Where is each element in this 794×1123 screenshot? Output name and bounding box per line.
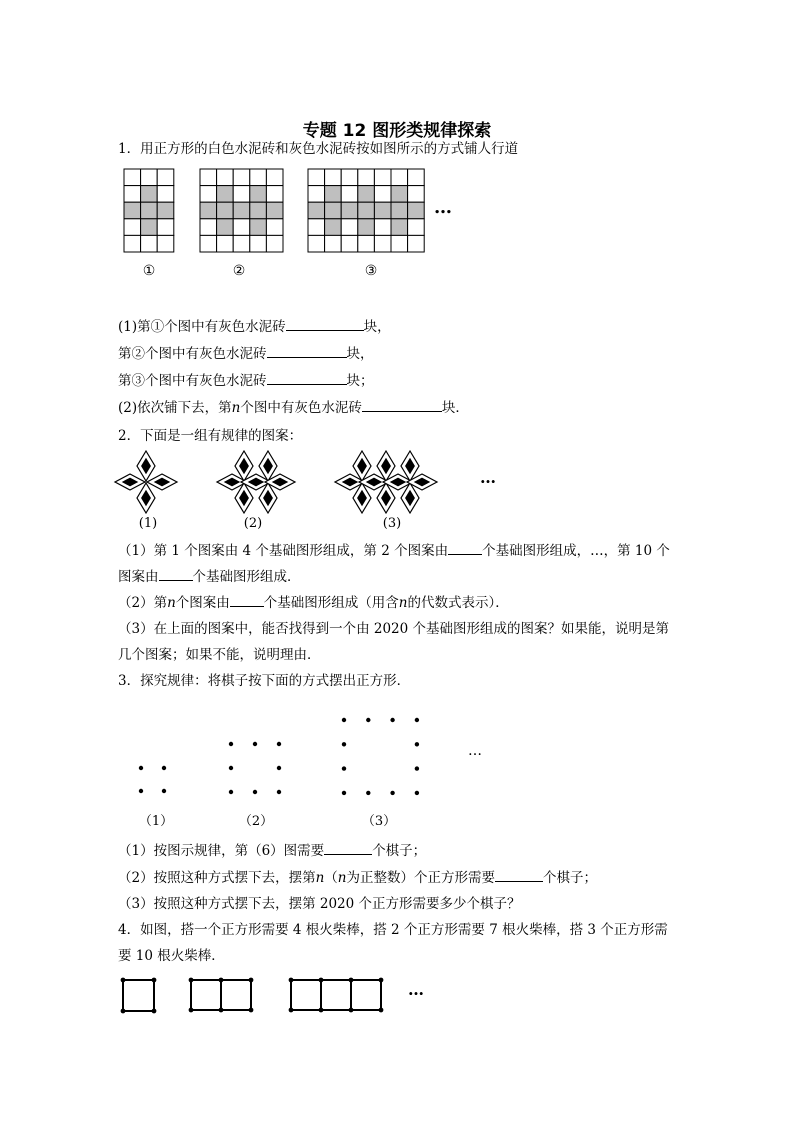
q1-grid-1 (124, 169, 174, 252)
chess-piece-dot (229, 766, 233, 770)
q2-answer-blank-2[interactable] (159, 568, 193, 581)
gray-tile (325, 186, 342, 203)
q2-part-1 (118, 542, 670, 559)
gray-tile (391, 186, 408, 203)
chess-piece-dot (342, 791, 346, 795)
white-tile (408, 219, 425, 236)
matchstick-head (219, 1008, 224, 1013)
chess-piece-dot (415, 766, 419, 770)
q1-line-4-prefix: (2)依次铺下去，第 (118, 400, 232, 416)
white-tile (124, 235, 141, 252)
matchstick-head (379, 1008, 384, 1013)
q3-label-2: （2） (238, 814, 274, 829)
q4-figure-1 (121, 978, 157, 1014)
q2-diamond-figures (0, 448, 794, 518)
chess-piece-dot (139, 766, 143, 770)
gray-tile (358, 186, 375, 203)
white-tile (124, 219, 141, 236)
q2-answer-blank-3[interactable] (230, 594, 264, 607)
q1-line-2-prefix: 第②个图中有灰色水泥砖 (118, 346, 267, 362)
white-tile (233, 219, 250, 236)
gray-tile (141, 219, 158, 236)
white-tile (266, 235, 283, 252)
q4-stem-line-1: 4．如图，搭一个正方形需要 4 根火柴棒，搭 2 个正方形需要 7 根火柴棒，搭 3 个正方形需 (118, 922, 668, 938)
chess-piece-dot (390, 718, 394, 722)
white-tile (141, 169, 158, 186)
gray-tile (374, 202, 391, 219)
white-tile (124, 169, 141, 186)
q4-figure-2 (189, 978, 254, 1013)
q2-ellipsis: … (480, 468, 496, 487)
chess-piece-dot (366, 718, 370, 722)
white-tile (250, 235, 267, 252)
matchstick-head (189, 1008, 194, 1013)
matchstick-head (152, 1009, 157, 1014)
gray-tile (124, 202, 141, 219)
q1-line-4-suffix: 块． (441, 400, 469, 416)
q2-part-1-prefix: （1）第 1 个图案由 4 个基础图形组成，第 2 个图案由 (118, 543, 449, 559)
white-tile (157, 186, 174, 203)
diamond-shape (147, 474, 177, 490)
chess-piece-dot (342, 742, 346, 746)
q1-label-3: ③ (364, 263, 378, 279)
gray-tile (157, 202, 174, 219)
q3-part-2 (118, 869, 597, 886)
q1-label-1: ① (142, 263, 156, 279)
q1-line-1-suffix: 块， (363, 319, 391, 335)
q2-stem: 2．下面是一组有规律的图案： (118, 428, 303, 444)
q1-grid-3 (308, 169, 424, 252)
chess-piece-dot (415, 742, 419, 746)
q3-part-2-middle: 为正整数）个正方形需要 (346, 870, 495, 886)
matchstick-head (379, 978, 384, 983)
q3-answer-blank-1[interactable] (324, 842, 372, 855)
q2-label-2: (2) (243, 516, 263, 531)
gray-tile (217, 202, 234, 219)
q2-part-2-middle-2: 个基础图形组成（用含 (263, 595, 399, 611)
q2-part-1-suffix: 个基础图形组成，…，第 10 个 (482, 543, 670, 559)
white-tile (200, 235, 217, 252)
matchstick-head (289, 1008, 294, 1013)
white-tile (374, 169, 391, 186)
white-tile (358, 235, 375, 252)
chess-piece-dot (342, 766, 346, 770)
white-tile (141, 235, 158, 252)
chess-piece-dot (162, 766, 166, 770)
gray-tile (217, 219, 234, 236)
gray-tile (308, 202, 325, 219)
matchstick-head (121, 978, 126, 983)
gray-tile (391, 202, 408, 219)
matchstick-head (319, 1008, 324, 1013)
gray-tile (391, 219, 408, 236)
diamond-shape (115, 474, 145, 490)
q3-ellipsis: … (468, 743, 482, 759)
white-tile (341, 235, 358, 252)
white-tile (233, 169, 250, 186)
white-tile (124, 186, 141, 203)
q3-part-2-suffix: 个棋子； (543, 870, 597, 886)
white-tile (250, 169, 267, 186)
matchstick-head (319, 978, 324, 983)
white-tile (200, 186, 217, 203)
q2-variable-n: n (167, 595, 176, 611)
q2-pattern-3 (335, 451, 437, 513)
white-tile (157, 219, 174, 236)
q4-stem-line-2: 要 10 根火柴棒． (118, 948, 225, 964)
white-tile (266, 219, 283, 236)
chess-piece-dot (342, 718, 346, 722)
chess-piece-dot (229, 790, 233, 794)
chess-piece-dot (277, 790, 281, 794)
gray-tile (325, 202, 342, 219)
q1-line-4-middle: 个图中有灰色水泥砖 (240, 400, 362, 416)
q1-line-3-suffix: 块； (346, 373, 374, 389)
gray-tile (358, 202, 375, 219)
white-tile (233, 235, 250, 252)
white-tile (157, 235, 174, 252)
q3-part-2-paren: （ (324, 870, 338, 886)
white-tile (308, 169, 325, 186)
gray-tile (217, 186, 234, 203)
matchstick-head (121, 1009, 126, 1014)
q1-grid-2 (200, 169, 283, 252)
q1-line-1-prefix: (1)第①个图中有灰色水泥砖 (118, 319, 286, 335)
white-tile (308, 235, 325, 252)
white-tile (233, 186, 250, 203)
gray-tile (200, 202, 217, 219)
q3-square-1 (139, 766, 166, 793)
q2-variable-n-2: n (398, 595, 408, 611)
q3-part-1 (118, 842, 426, 859)
q2-part-1-cont-suffix: 个基础图形组成． (192, 569, 301, 585)
q3-dot-figures (0, 705, 794, 805)
q3-square-3 (342, 718, 419, 795)
white-tile (266, 186, 283, 203)
q3-stem: 3．探究规律：将棋子按下面的方式摆出正方形． (118, 673, 411, 689)
gray-tile (358, 219, 375, 236)
chess-piece-dot (162, 789, 166, 793)
gray-tile (408, 202, 425, 219)
q1-answer-blank-1[interactable] (286, 318, 364, 331)
q1-ellipsis: … (434, 197, 452, 218)
white-tile (325, 169, 342, 186)
q1-line-1 (118, 318, 391, 335)
gray-tile (266, 202, 283, 219)
q1-line-4 (118, 399, 469, 416)
white-tile (325, 235, 342, 252)
white-tile (341, 169, 358, 186)
matchstick-head (152, 978, 157, 983)
chess-piece-dot (229, 742, 233, 746)
q1-answer-blank-2[interactable] (267, 345, 347, 358)
white-tile (157, 169, 174, 186)
page-title: 专题 12 图形类规律探索 (302, 121, 492, 141)
chess-piece-dot (253, 742, 257, 746)
q2-part-3: （3）在上面的图案中，能否找得到一个由 2020 个基础图形组成的图案？如果能，说明是第 (118, 621, 670, 637)
q3-square-2 (229, 742, 281, 794)
white-tile (200, 169, 217, 186)
q3-part-1-prefix: （1）按图示规律，第（6）图需要 (118, 843, 325, 859)
q2-label-1: (1) (138, 516, 158, 531)
chess-piece-dot (139, 789, 143, 793)
chess-piece-dot (415, 791, 419, 795)
white-tile (266, 169, 283, 186)
white-tile (308, 186, 325, 203)
q4-ellipsis: … (408, 980, 424, 999)
chess-piece-dot (390, 791, 394, 795)
diamond-shape (137, 483, 155, 513)
chess-piece-dot (277, 742, 281, 746)
q1-answer-blank-3[interactable] (267, 372, 347, 385)
gray-tile (250, 202, 267, 219)
q1-variable-n: n (231, 400, 241, 416)
q2-part-2-suffix: 的代数式表示）． (407, 595, 509, 611)
gray-tile (341, 202, 358, 219)
q3-part-1-suffix: 个棋子； (372, 843, 427, 859)
matchstick-head (249, 1008, 254, 1013)
q3-variable-n-2: n (337, 870, 347, 886)
white-tile (341, 219, 358, 236)
white-tile (308, 219, 325, 236)
white-tile (217, 235, 234, 252)
matchstick-head (189, 978, 194, 983)
gray-tile (250, 219, 267, 236)
white-tile (408, 235, 425, 252)
q2-part-2 (118, 594, 509, 611)
q3-variable-n: n (315, 870, 325, 886)
q1-line-2-suffix: 块， (346, 346, 374, 362)
white-tile (341, 186, 358, 203)
chess-piece-dot (415, 718, 419, 722)
chess-piece-dot (366, 791, 370, 795)
white-tile (374, 219, 391, 236)
q1-stem: 1．用正方形的白色水泥砖和灰色水泥砖按如图所示的方式铺人行道 (118, 141, 519, 157)
q1-line-3 (118, 372, 374, 389)
q2-pattern-1 (115, 451, 177, 513)
q2-part-3-cont: 几个图案；如果不能，说明理由． (118, 647, 321, 663)
white-tile (374, 235, 391, 252)
chess-piece-dot (253, 790, 257, 794)
matchstick-head (349, 978, 354, 983)
matchstick-head (219, 978, 224, 983)
white-tile (217, 169, 234, 186)
q1-line-3-prefix: 第③个图中有灰色水泥砖 (118, 373, 267, 389)
white-tile (391, 235, 408, 252)
white-tile (200, 219, 217, 236)
q2-pattern-2 (217, 451, 295, 513)
q3-part-2-prefix: （2）按照这种方式摆下去，摆第 (118, 870, 316, 886)
q1-answer-blank-4[interactable] (362, 399, 442, 412)
q2-label-3: (3) (382, 516, 402, 531)
white-tile (374, 186, 391, 203)
matchstick-head (249, 978, 254, 983)
gray-tile (325, 219, 342, 236)
diamond-shape (137, 451, 155, 481)
q2-part-1-cont (118, 568, 301, 585)
q2-answer-blank-1[interactable] (448, 542, 482, 555)
q1-tile-figures (0, 165, 794, 285)
chess-piece-dot (277, 766, 281, 770)
q1-label-2: ② (232, 263, 246, 279)
gray-tile (141, 186, 158, 203)
q4-matchstick-figures (0, 970, 794, 1020)
q3-label-1: （1） (138, 814, 174, 829)
q3-label-3: （3） (361, 814, 397, 829)
white-tile (391, 169, 408, 186)
q2-part-2-prefix: （2）第 (118, 595, 168, 611)
gray-tile (250, 186, 267, 203)
matchstick-head (349, 1008, 354, 1013)
matchstick-head (289, 978, 294, 983)
gray-tile (141, 202, 158, 219)
white-tile (408, 169, 425, 186)
white-tile (358, 169, 375, 186)
white-tile (408, 186, 425, 203)
q2-part-2-middle: 个图案由 (175, 595, 230, 611)
q3-part-3: （3）按照这种方式摆下去，摆第 2020 个正方形需要多少个棋子？ (118, 896, 521, 912)
gray-tile (233, 202, 250, 219)
q2-part-1-cont-prefix: 图案由 (118, 569, 159, 585)
q3-answer-blank-2[interactable] (495, 869, 543, 882)
q1-line-2 (118, 345, 374, 362)
q4-figure-3 (289, 978, 384, 1013)
